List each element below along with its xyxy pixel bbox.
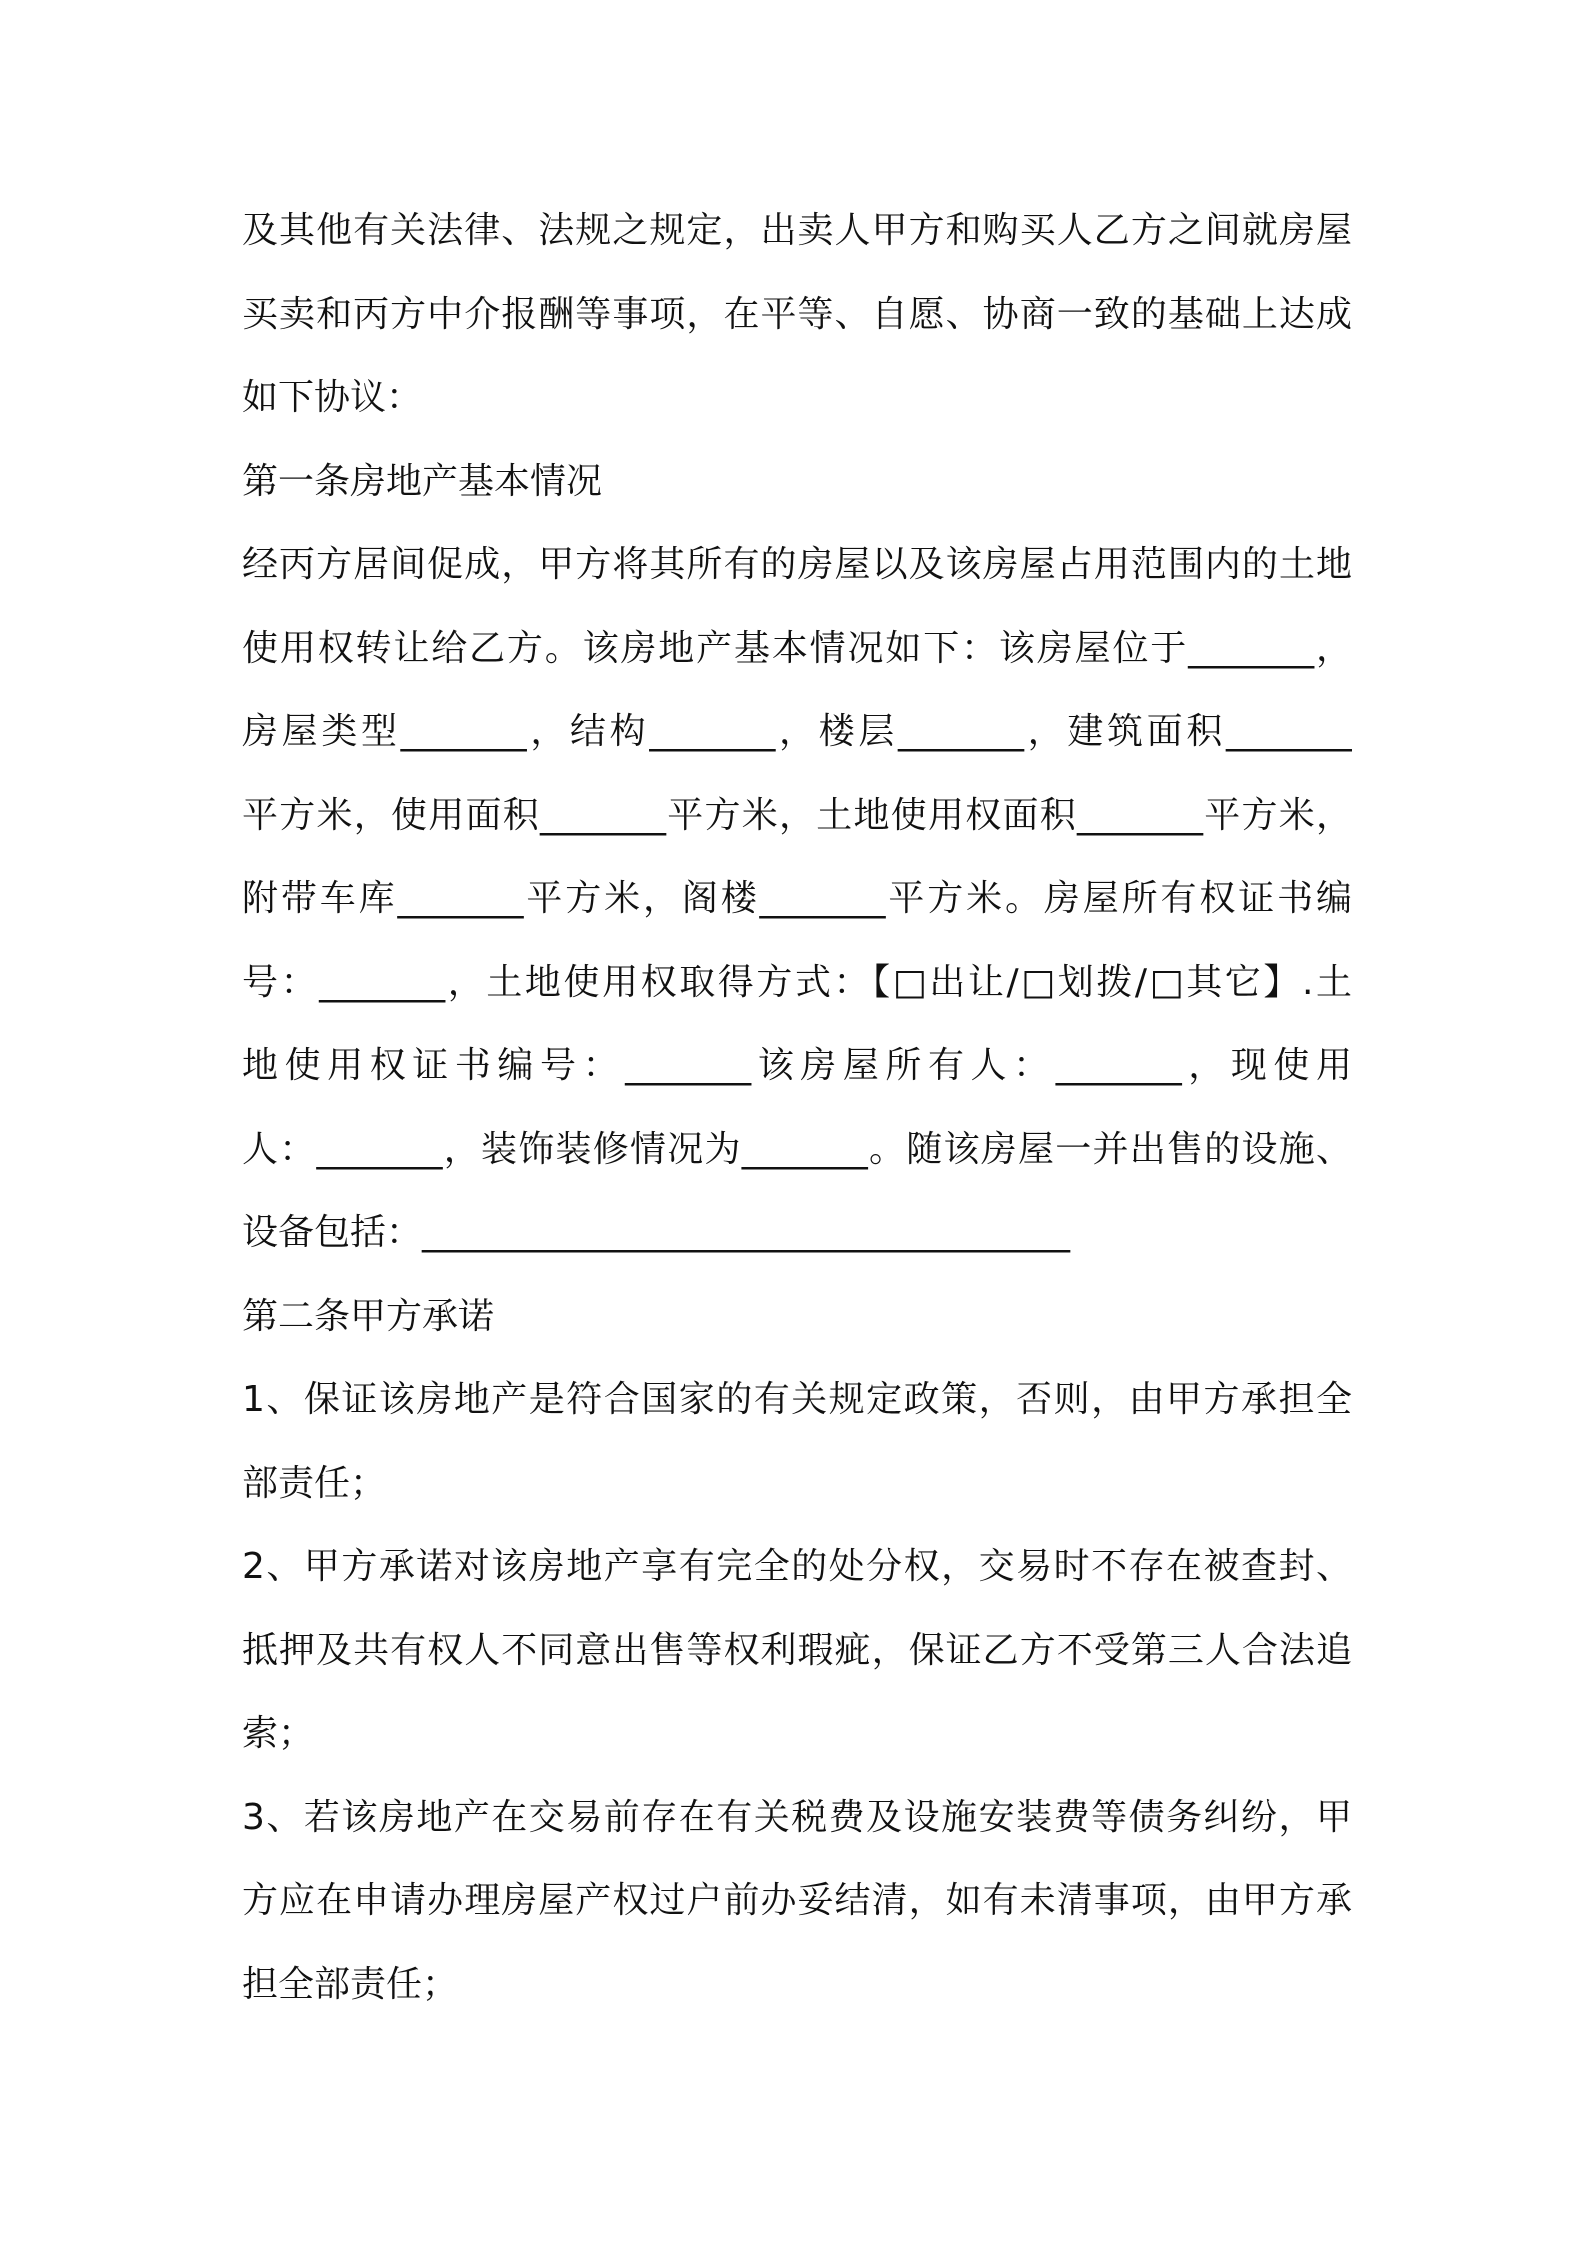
text-line: 3、若该房地产在交易前存在有关税费及设施安装费等债务纠纷，甲 [242,1796,1352,1838]
text-line: 部责任； [242,1462,387,1504]
text-line: 如下协议： [242,377,423,418]
text-line: 1、保证该房地产是符合国家的有关规定政策，否则，由甲方承担全 [242,1379,1352,1420]
text-line: 地使用权证书编号：_______该房屋所有人：_______，现使用 [242,1045,1352,1086]
text-line: 人：_______，装饰装修情况为_______。随该房屋一并出售的设施、 [242,1128,1352,1170]
text-line: 及其他有关法律、法规之规定，出卖人甲方和购买人乙方之间就房屋 [242,210,1352,251]
text-line: 担全部责任； [242,1963,459,2005]
text-line: 平方米，使用面积_______平方米，土地使用权面积_______平方米， [242,794,1352,836]
text-line: 房屋类型_______，结构_______，楼层_______，建筑面积_______ [242,711,1352,752]
text-line: 经丙方居间促成，甲方将其所有的房屋以及该房屋占用范围内的土地 [242,544,1352,585]
text-line: 号：_______，土地使用权取得方式：【□出让/□划拨/□其它】.土 [242,961,1352,1003]
section-heading: 第二条甲方承诺 [242,1295,495,1337]
section-heading: 第一条房地产基本情况 [242,460,603,502]
document-body [242,196,1352,2033]
text-line: 使用权转让给乙方。该房地产基本情况如下：该房屋位于_______， [242,627,1352,669]
text-line: 2、甲方承诺对该房地产享有完全的处分权，交易时不存在被查封、 [242,1546,1352,1587]
text-line: 附带车库_______平方米，阁楼_______平方米。房屋所有权证书编 [242,878,1352,919]
text-line: 设备包括：____________________________________ [242,1212,1071,1253]
text-line: 买卖和丙方中介报酬等事项，在平等、自愿、协商一致的基础上达成 [242,293,1352,335]
text-line: 抵押及共有权人不同意出售等权利瑕疵，保证乙方不受第三人合法追 [242,1629,1352,1671]
text-line: 索； [242,1713,315,1754]
text-line: 方应在申请办理房屋产权过户前办妥结清，如有未清事项，由甲方承 [242,1880,1352,1921]
